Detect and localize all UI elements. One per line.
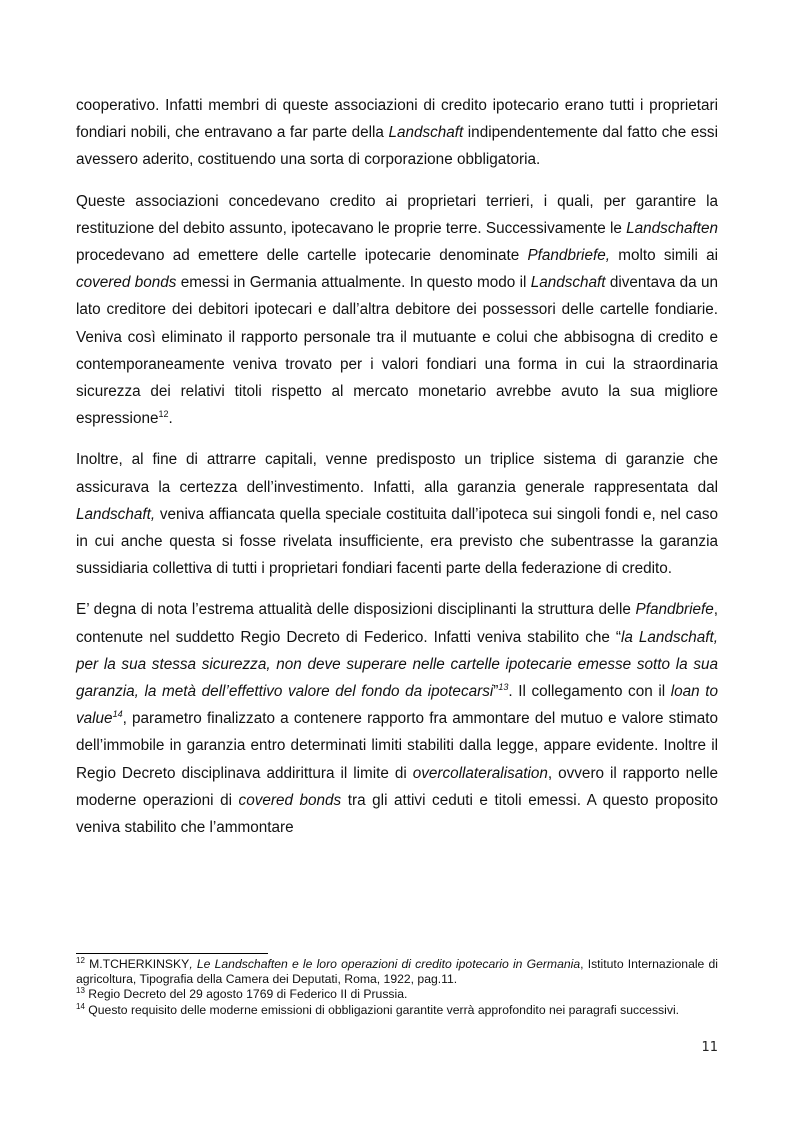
text-run: emessi in Germania attualmente. In questo modo il xyxy=(176,274,531,292)
body-paragraph-4 xyxy=(76,596,718,841)
italic-text: loan to value xyxy=(76,683,718,728)
footnote-reference: 12 xyxy=(158,409,169,420)
footnote-reference: 14 xyxy=(112,709,123,720)
footnote-14 xyxy=(76,1003,718,1018)
text-run: molto simili ai xyxy=(609,247,719,265)
text-run: , ovvero il rapporto nelle moderne operazioni di xyxy=(76,764,718,809)
page-number: 11 xyxy=(701,1040,718,1055)
page-body xyxy=(76,92,718,855)
footnotes xyxy=(76,957,718,1018)
italic-text: Pfandbriefe xyxy=(635,601,714,619)
italic-text: covered bonds xyxy=(238,791,342,809)
text-run: cooperativo. Infatti membri di queste associazioni di credito ipotecario erano tutti i proprietari fondiari nobili, che entravano a far parte della xyxy=(76,97,718,142)
text-run: Inoltre, al fine di attrarre capitali, venne predisposto un triplice sistema di garanzie che assicurava la certezza dell’investimento. Infatti, alla garanzia generale rappresentata dal xyxy=(76,451,718,496)
italic-text: overcollateralisation xyxy=(412,764,548,782)
text-run: Regio Decreto del 29 agosto 1769 di Federico II di Prussia. xyxy=(84,987,408,1001)
body-paragraph-3 xyxy=(76,446,718,582)
italic-text: Pfandbriefe, xyxy=(527,247,610,265)
body-paragraph-1 xyxy=(76,92,718,174)
footnote-12 xyxy=(76,957,718,986)
text-run: , Istituto Internazionale di agricoltura, Tipografia della Camera dei Deputati, Roma, 1922, pag.11. xyxy=(76,957,718,986)
italic-text: Landschaft, xyxy=(76,505,156,523)
footnote-13 xyxy=(76,987,718,1002)
text-run: veniva affiancata quella speciale costituita dall’ipoteca sui singoli fondi e, nel caso in cui anche questa si fosse rivelata insufficiente, era previsto che subentrasse la garanzia sussidiaria collettiva di tutti i proprietari fondiari facenti parte della federazione di credito. xyxy=(76,505,718,578)
text-run: , contenute nel suddetto Regio Decreto di Federico. Infatti veniva stabilito che “ xyxy=(76,601,718,646)
footnote-separator xyxy=(76,953,268,954)
italic-text: la Landschaft, per la sua stessa sicurezza, non deve superare nelle cartelle ipotecarie emesse sotto la sua garanzia, la metà dell’effettivo valore del fondo da ipotecarsi xyxy=(76,628,719,701)
text-run: Queste associazioni concedevano credito ai proprietari terrieri, i quali, per garantire la restituzione del debito assunto, ipotecavano le proprie terre. Successivamente le xyxy=(76,192,718,237)
italic-text: covered bonds xyxy=(76,274,177,292)
footnote-reference: 13 xyxy=(498,682,509,693)
text-run: ” xyxy=(493,683,499,701)
footnote-reference: 14 xyxy=(76,1001,85,1011)
text-run: diventava da un lato creditore dei debitori ipotecari e dall’altra debitore dei possessori delle cartelle fondiarie. Veniva così eliminato il rapporto personale tra il mutuante e colui che abbisogna di credito e contemporaneamente veniva trovato per i valori fondiari una forma in cui la straordinaria sicurezza dei relativi titoli rispetto al mercato monetario avrebbe avuto la sua migliore espressione xyxy=(76,274,718,428)
text-run: , parametro finalizzato a contenere rapporto fra ammontare del mutuo e valore stimato dell’immobile in garanzia entro determinati limiti stabiliti dalla legge, appare evidente. Inoltre il Regio Decreto disciplinava addirittura il limite di xyxy=(76,710,718,782)
text-run: . xyxy=(168,410,173,428)
italic-text: Landschaft xyxy=(530,274,606,292)
text-run: . Il collegamento con il xyxy=(508,683,671,701)
text-run: tra gli attivi ceduti e titoli emessi. A questo proposito veniva stabilito che l’ammontare xyxy=(76,791,718,837)
text-run: Questo requisito delle moderne emissioni di obbligazioni garantite verrà approfondito nei paragrafi successivi. xyxy=(84,1002,680,1017)
italic-text: , Le Landschaften e le loro operazioni di credito ipotecario in Germania xyxy=(189,957,581,971)
italic-text: Landschaft xyxy=(388,124,464,142)
body-paragraph-2 xyxy=(76,188,718,433)
footnote-reference: 13 xyxy=(76,986,85,995)
text-run: M.TCHERKINSKY xyxy=(84,957,190,971)
italic-text: Landschaften xyxy=(626,219,719,237)
text-run: indipendentemente dal fatto che essi avessero aderito, costituendo una sorta di corporazione obbligatoria. xyxy=(76,124,718,169)
footnote-reference: 12 xyxy=(76,956,85,965)
text-run: E’ degna di nota l’estrema attualità delle disposizioni disciplinanti la struttura delle xyxy=(76,601,636,619)
text-run: procedevano ad emettere delle cartelle ipotecarie denominate xyxy=(76,247,528,265)
